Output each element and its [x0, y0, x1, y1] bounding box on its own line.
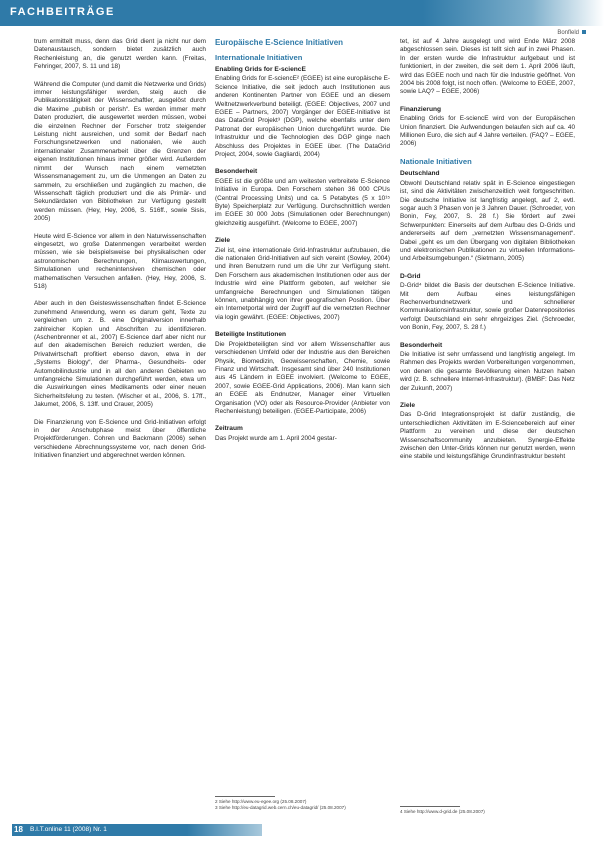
- paragraph: Ziel ist, eine internationale Grid-Infrastruktur aufzubauen, die die nationalen Grid-Initiativen auf sich vereint (Sowley, 2004) und ihren Benutzern rund um die Uhr zur Verfügung steht. Den Forschern aus akademischen Institutionen oder aus der Industrie wird eine Plattform geboten, auf welcher sie umfangreiche Berechnungen und Simulationen tätigen können, unabhängig von ihrer geografischen Position. Über ein Internetportal wird der Zugriff auf die vernetzten Rechner via login gewährt. (EGEE: Objectives, 2007): [215, 246, 390, 321]
- footer-bar: [12, 824, 262, 836]
- square-icon: [582, 30, 586, 34]
- paragraph: Enabling Grids for E-sciencE wird von der Europäischen Union finanziert. Die Aufwendungen belaufen sich auf ca. 40 Millionen Euro, die sich auf 4 Jahre verteilen. (FAQ? – EGEE, 2006): [400, 115, 575, 148]
- subheading: D-Grid: [400, 272, 421, 280]
- paragraph: Die Finanzierung von E-Science und Grid-Initiativen erfolgt in der Anschubphase meist über öffentliche Projektförderungen. Cohren und Backmann (2006) sehen verschiedene Abrechnungssysteme vor, nach denen Grid-Initiativen finanziert und abgerechnet werden können.: [34, 418, 206, 460]
- header-bar: [0, 0, 604, 26]
- paragraph: Während die Computer (und damit die Netzwerke und Grids) immer leistungsfähiger werden, steig auch die Publikationstätigkeit der Wissenschaftler, ausgelöst durch die Maxime „publish or perish“. Es werden immer mehr Daten produziert, die ausgewertet werden müssen, wobei die einzelnen Rechner der Forscher trotz steigender Leistung nicht ausreichen, und somit der Bedarf nach Forschungsnetzwerken und nationalen, wie auch internationaler Zusammenarbeit über die Grenzen der eigenen Institutionen hinaus immer größer wird. Außerdem nimmt der Wunsch nach einem vernetzten Wissensmanagement zu, um die Unmengen an Daten zu sammeln, zu erschließen und zugänglich zu machen, die Wissenschaft täglich produziert und die als Primär- und Sekundärdaten von Bibliotheken zur Verfügung gestellt werden müssen. (Hey, Hey, 2006, S. 516ff., sowie Sisis, 2005): [34, 80, 206, 223]
- footnote-line: 2 Siehe http://www.eu-egee.org (25.08.2007): [215, 799, 307, 804]
- paragraph: Obwohl Deutschland relativ spät in E-Science eingestiegen ist, sind die Aktivitäten zwischenzeitlich weit fortgeschritten. Die deutsche Initiative ist langfristig angelegt, auf 2, evtl. sogar auch 3 Phasen von je 3 Jahren Dauer. (Schroeder, von Bonin, Fey, 2007, S. 28 f.) Sie fördert auf zwei Schwerpunkten: Einerseits auf dem Aufbau des D-Grids und andererseits auf dem „vernetzten Wissensmanagement“. Dabei „geht es um den Übergang von digitalen Bibliotheken und elektronischen Publikationen zu virtuellen Informations- und Arbeitsumgebungen.“ (Sietmann, 2005): [400, 179, 575, 263]
- subheading: Finanzierung: [400, 105, 442, 113]
- paragraph: D-Grid⁴ bildet die Basis der deutschen E-Science Initiative. Mit dem Aufbau eines leistungsfähigen Rechenverbundnetzwerk und schnellerer Kommunikationsinfrastruktur, sowie großer Datenrepositories verfolgt Deutschland ein sehr ehrgeiziges Ziel. (Schroeder, von Bonin, Fey, 2007, S. 28 f.): [400, 282, 575, 332]
- paragraph: Das Projekt wurde am 1. April 2004 gestar-: [215, 434, 337, 442]
- column-1: [34, 38, 206, 470]
- paragraph: EGEE ist die größte und am weitesten verbreitete E-Science Initiative in Europa. Den Forschern stehen 36 000 CPUs (Central Processing Units) und ca. 5 Petabytes (5 x 10¹⁵ Byte) Speicherplatz zur Verfügung. Durchschnittlich werden im EGEE 30 000 Jobs (Simulationen oder Berechnungen) gleichzeitig ausgeführt. (Welcome to EGEE, 2007): [215, 177, 390, 227]
- header-section-text: Bonfleld: [557, 30, 579, 36]
- section-title: FACHBEITRÄGE: [10, 6, 115, 18]
- subheading: Besonderheit: [400, 341, 443, 349]
- article-heading: Europäische E-Science Initiativen: [215, 38, 344, 47]
- subheading: Ziele: [215, 237, 231, 245]
- paragraph: trum ermittelt muss, denn das Grid dient ja nicht nur dem Datenaustausch, sondern bietet zusätzlich auch Rechenleistung an, die genutzt werden kann. (Freitas, Fehringer, 2007, S. 11 und 18): [34, 38, 206, 71]
- paragraph: Die Initiative ist sehr umfassend und langfristig angelegt. Im Rahmen des Projekts werden Vorbereitungen vorgenommen, von denen die gesamte Bevölkerung einen Nutzen haben wird (z. B. schnellere Internet-Infrastruktur). (BMBF: Das Netz der Zukunft, 2007): [400, 351, 575, 392]
- subheading: Besonderheit: [215, 168, 258, 176]
- subheading: Beteiligte Institutionen: [215, 331, 287, 339]
- paragraph: tet, ist auf 4 Jahre ausgelegt und wird Ende März 2008 abgeschlossen sein. Dieses ist tellt sich auf in zwei Phasen. In der ersten wurde die Infrastruktur aufgebaut und ist funktioniert, in der zweiten, die seit dem 1. April 2006 läuft, wird das EGEE noch und nach für die Industrie geöffnet. Von 2004 bis 2008 folgt, ist noch offen. (Welcome to EGEE, 2007, sowie LAQ? – EGEE, 2006): [400, 38, 575, 96]
- paragraph: Die Projektbeteiligten sind vor allem Wissenschaftler aus verschiedenen Umfeld oder der Industrie aus den Bereichen Physik, Biomedizin, Geowissenschaften, Chemie, sowie Finanz und Wirtschaft. Insgesamt sind über 240 Institutionen aus 45 Ländern in EGEE involviert. (Welcome to EGEE, 2007, sowie EGEE-Grid Applications, 2006). Man kann sich an EGEE als Endnutzer, Manager einer Virtuellen Organisation (VO) oder als Resource-Provider (Anbieter von Rechenleistung) beteiligen. (EGEE-Participate, 2006): [215, 340, 390, 415]
- paragraph: Aber auch in den Geisteswissenschaften findet E-Science zunehmend Anwendung, wenn es darum geht, Texte zu vergleichen um z. B. eine Originalversion innerhalb zahlreicher Kopien und Abschriften zu identifizieren. (Aschenbrenner et al., 2007) E-Science darf aber nicht nur auf den akademischen Bereich reduziert werden, die Privatwirtschaft profitiert ebenso davon, etwa in der „Systems Biology“, der Pharma-, Gesundheits- oder Automobilindustrie und in all den anderen Gebieten wo umfangreiche Simulationen durchgeführt werden, etwa um die Auswirkungen eines Medikaments oder einer neuen Sicherheitsfelung zu testen. (Wischer et al., 2006, S. 17ff., Jakumet, 2006, S. 13ff. und Crauer, 2005): [34, 300, 206, 409]
- page-number: 18: [14, 825, 23, 834]
- subheading: Ziele: [400, 402, 416, 410]
- footnote-line: 4 Siehe http://www.d-grid.de (25.08.2007): [400, 809, 485, 814]
- column-3: [400, 38, 575, 471]
- header-section-label: [557, 30, 586, 36]
- paragraph: Enabling Grids for E-sciencE² (EGEE) ist eine europäische E-Science Initiative, die seit jedoch auch Institutionen aus anderen Kontinenten Partner von EGEE und an diesem Weltnetzwerkverbund beteiligt. (EGEE: Objectives, 2007 und EGEE – Partners, 2007) Vorgänger der EGEE-Initiative ist das DataGrid Projekt³ (DGP), welche ebenfalls unter dem Patronat der europäischen Union durchgeführt wurde. Die Infrastruktur und die Technologien des DGP ginge nach Abschluss des Projektes in EGEE über. (The DataGrid Project, 2004, sowie Gagliardi, 2004): [215, 75, 390, 158]
- subheading: Deutschland: [400, 170, 440, 178]
- subheading: Zeitraum: [215, 425, 243, 433]
- column-2: [215, 38, 390, 452]
- footnote-rule: [400, 806, 460, 807]
- section-heading: Internationale Initiativen: [215, 52, 303, 62]
- footnote: [215, 799, 390, 810]
- footnote-rule: [215, 796, 275, 797]
- paragraph: Heute wird E-Science vor allem in den Naturwissenschaften eingesetzt, wo große Datenmengen verarbeitet werden müssen, wie sie beispielsweise bei physikalischen oder astronomischen Berechnungen, Klimauswertungen, Simulationen und rechenintensiven chemischen oder mathematischen Versuchen anfallen. (Hey, Hey, 2006, S. 518): [34, 232, 206, 290]
- footnote: [400, 809, 575, 815]
- journal-name: B.I.T.online 11 (2008) Nr. 1: [30, 826, 107, 833]
- paragraph: Das D-Grid Integrationsprojekt ist dafür zuständig, die unterschiedlichen Aktivitäten im E-Sciencebereich auf einer Plattform zu vereinen und diese der deutschen Wissenschaftscommunity anzubieten. Synergie-Effekte zwischen den Unter-Grids können nur genutzt werden, wenn eine stabile und leistungsfähige Grundinfrastruktur besteht: [400, 411, 575, 461]
- section-heading: Nationale Initiativen: [400, 156, 472, 166]
- footnote-line: 3 Siehe http://eu-datagrid.web.cern.ch/eu-datagrid/ (25.08.2007): [215, 804, 346, 810]
- subheading: Enabling Grids for E-sciencE: [215, 65, 306, 73]
